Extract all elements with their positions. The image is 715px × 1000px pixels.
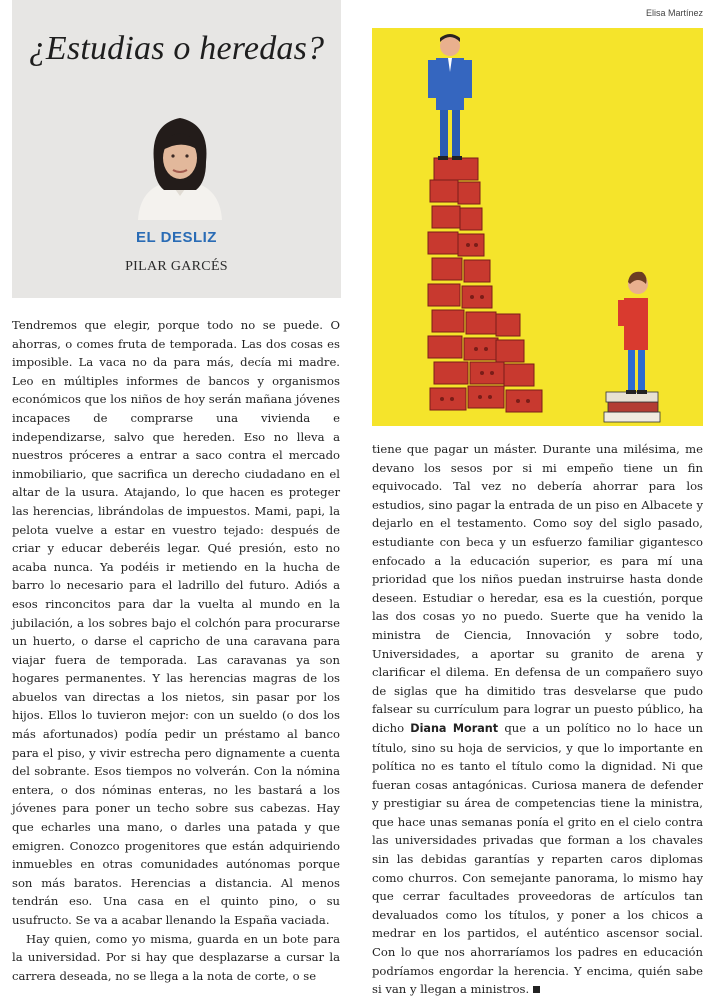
article-column-left [12,316,340,985]
article-paragraph-2-text-a: Hay quien, como yo misma, guarda en un bote para la universidad. Por si hay que desplazarse a cursar la carrera deseada, no se llega a la nota de corte, o se [12,931,340,983]
author-portrait [130,104,230,220]
headline: ¿Estudias o heredas? [28,30,325,67]
bricks-tower-illustration [372,28,703,426]
article-paragraph-2-start [12,930,340,986]
end-of-article-mark [533,986,540,993]
article-paragraph-2-text-a-continued: tiene que pagar un máster. Durante una milésima, me devano los sesos por si mi empeño tiene un fin equivocado. Tal vez no debería ahorrar para los estudios, sino pagar la entrada de un piso en Albacete y dejarlo en el testamento. Como soy del siglo pasado, estudiante con beca y un esfuerzo familiar gigantesco enfocado a la educación superior, es para mí una prioridad que los niños puedan instruirse hasta donde deseen. Estudiar o heredar, esa es la cuestión, porque las dos cosas yo no puedo. Suerte que ha venido la ministra de Ciencia, Innovación y sobre todo, Universidades, a aportar su granito de arena y clarificar el dilema. En defensa de un compañero suyo de siglas que ha dimitido tras desvelarse que pudo falsear su currículum para lograr un puesto público, ha dicho [372,442,703,735]
article-column-right [372,440,703,999]
article-paragraph-2-text-b: que a un político no lo hace un título, sino su hoja de servicios, y que lo importante en política no es tanto el título como la dignidad. Ni que fueran cosas antagónicas. Curiosa manera de defender y prestigiar su área de competencias tiene la ministra, que hace unas semanas ponía el grito en el cielo contra las universidades privadas que forman a los chavales sin las debidas garantías y reparten caros diplomas como churros. Con semejante panorama, lo mismo hay que cerrar facultades proveedoras de artículos tan devaluados como los títulos, y poner a los chicos a medrar en los partidos, el auténtico ascensor social. Con lo que nos ahorraríamos los padres en educación podríamos engordar la herencia. Y encima, quién sabe si van y llegan a ministros. [372,720,703,997]
minister-name: Diana Morant [410,721,499,735]
article-paragraph-2-continued [372,440,703,999]
article-paragraph-1: Tendremos que elegir, porque todo no se puede. O ahorras, o comes fruta de temporada. Las dos cosas es imposible. La vaca no da para más, decía mi madre. Leo en múltiples informes de bancos y organismos económicos que los niños de hoy serán mañana jóvenes incapaces de comprarse una vivienda e independizarse, salvo que hereden. Eso no lleva a nuestros próceres a entrar a saco contra el mercado inmobiliario, que sacrifica un derecho ciudadano en el altar de la usura. Atajando, lo que hacen es proteger las herencias, librándolas de impuestos. Mami, papi, la pelota vuelve a estar en vuestro tejado: después de criar y educar deberéis legar. Qué presión, esto no acaba nunca. Ya podéis ir metiendo en la hucha de barro lo necesario para el ladrillo del futuro. Adiós a esos rinconcitos para dar la vuelta al mundo en la jubilación, a los sobres bajo el colchón para procurarse un huerto, o darse el capricho de una caravana para viajar fuera de temporada. Las caravanas ya son hogares permanentes. Y las herencias magras de los abuelos van directas a los nietos, sin pasar por los hijos. Ellos lo tuvieron mejor: con un sueldo (o dos los más afortunados) podía pedir un préstamo al banco para el piso, y vivir estrecha pero dignamente a cuenta del sobrante. Esos tiempos no volverán. Con la nómina entera, o dos nóminas enteras, no les bastará a los jóvenes para poner un techo sobre sus cabezas. Hay que echarles una mano, o darles una patada y que emigren. Conozco progenitores que están adquiriendo inmuebles en otras comunidades autónomas porque son más baratos. Herencias a distancia. Al menos tendrán eso. Una casa en el quinto pino, o su usufructo. Se va a acabar llenando la España vaciada. [12,318,340,927]
author-name: PILAR GARCÉS [125,259,228,274]
section-name: EL DESLIZ [136,229,217,246]
column-header [12,0,341,298]
illustrator-credit: Elisa Martínez [645,8,703,18]
